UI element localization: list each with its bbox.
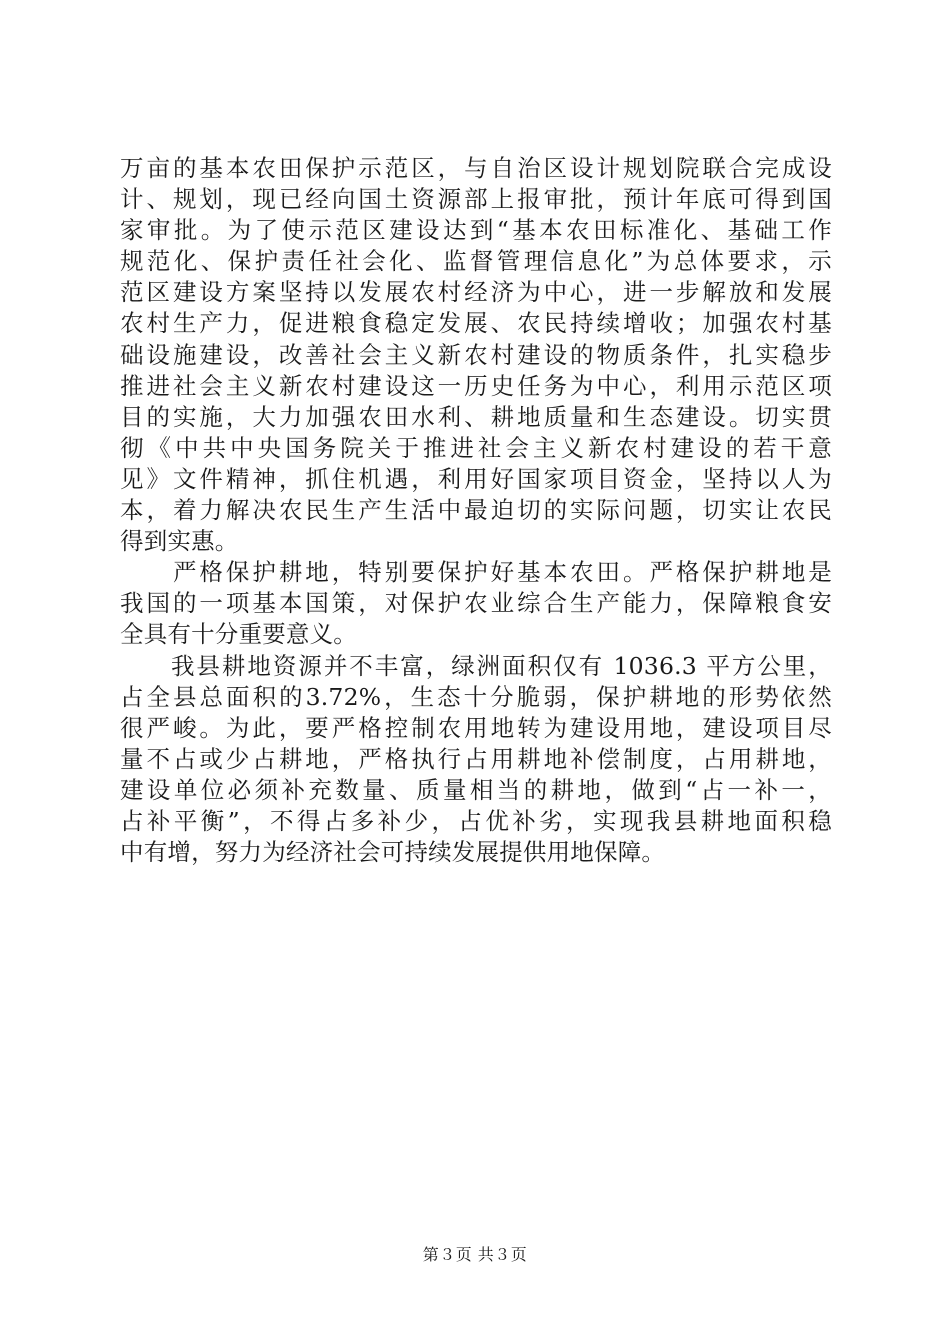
text-line: 全具有十分重要意义。: [120, 620, 357, 649]
text-line: 占补平衡”，不得占多补少，占优补劣，实现我县耕地面积稳: [120, 806, 832, 835]
text-line: 建设单位必须补充数量、质量相当的耕地，做到“占一补一，: [120, 775, 832, 804]
text-line: 占全县总面积的3.72%，生态十分脆弱，保护耕地的形势依然: [120, 682, 832, 711]
text-line: 很严峻。为此，要严格控制农用地转为建设用地，建设项目尽: [120, 713, 832, 742]
text-line: 万亩的基本农田保护示范区，与自治区设计规划院联合完成设: [120, 154, 832, 182]
text-line: 本，着力解决农民生产生活中最迫切的实际问题，切实让农民: [120, 496, 832, 525]
text-line: 严格保护耕地，特别要保护好基本农田。严格保护耕地是: [120, 558, 832, 587]
text-line: 家审批。为了使示范区建设达到“基本农田标准化、基础工作: [120, 216, 832, 245]
text-line: 得到实惠。: [120, 527, 239, 556]
text-line: 中有增，努力为经济社会可持续发展提供用地保障。: [120, 838, 666, 867]
text-line: 彻《中共中央国务院关于推进社会主义新农村建设的若干意: [120, 433, 832, 462]
text-line: 目的实施，大力加强农田水利、耕地质量和生态建设。切实贯: [120, 402, 832, 431]
document-body: [120, 153, 832, 868]
text-line: 我县耕地资源并不丰富，绿洲面积仅有 1036.3 平方公里，: [120, 651, 832, 680]
text-line: 见》文件精神，抓住机遇，利用好国家项目资金，坚持以人为: [120, 464, 832, 493]
text-line: 我国的一项基本国策，对保护农业综合生产能力，保障粮食安: [120, 589, 832, 618]
text-line: 范区建设方案坚持以发展农村经济为中心，进一步解放和发展: [120, 278, 832, 307]
text-line: 农村生产力，促进粮食稳定发展、农民持续增收；加强农村基: [120, 309, 832, 338]
page-footer: 第３页 共３页: [422, 1245, 528, 1264]
text-line: 量不占或少占耕地，严格执行占用耕地补偿制度，占用耕地，: [120, 744, 832, 773]
text-line: 规范化、保护责任社会化、监督管理信息化”为总体要求，示: [120, 247, 832, 276]
text-line: 础设施建设，改善社会主义新农村建设的物质条件，扎实稳步: [120, 340, 832, 369]
text-line: 推进社会主义新农村建设这一历史任务为中心，利用示范区项: [120, 371, 832, 400]
text-line: 计、规划，现已经向国土资源部上报审批，预计年底可得到国: [120, 185, 832, 214]
